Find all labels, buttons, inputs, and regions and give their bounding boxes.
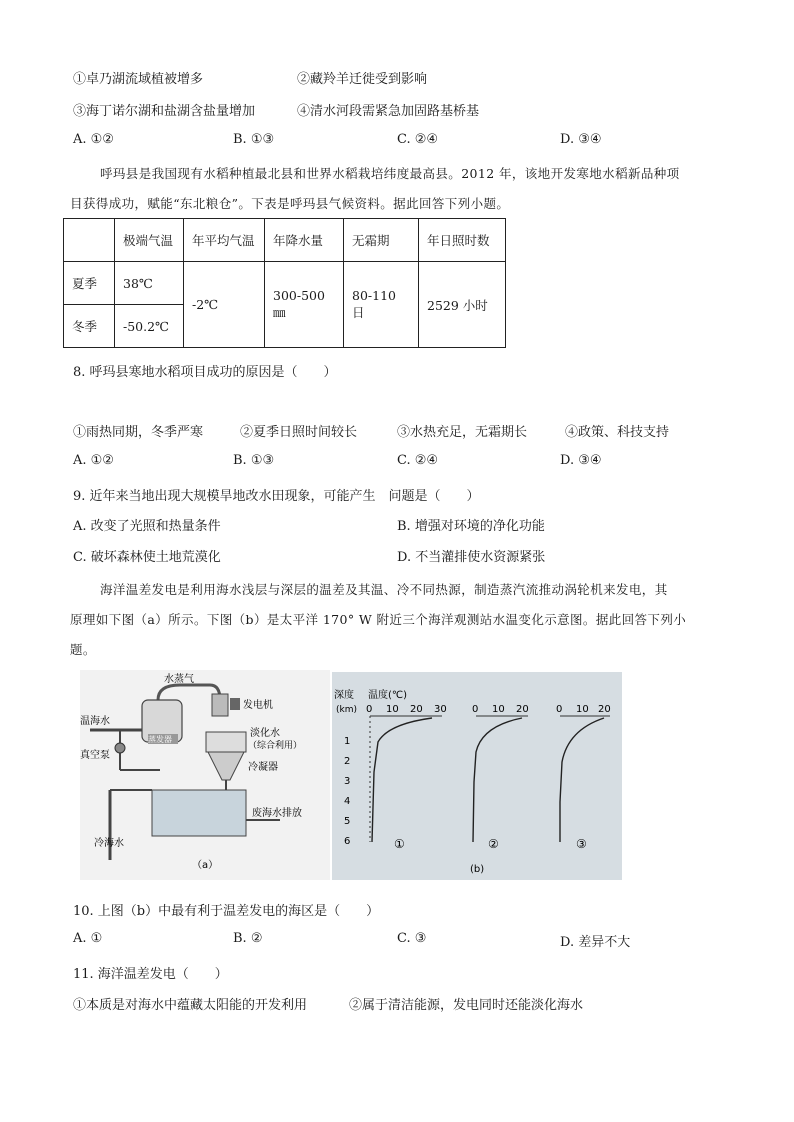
vacuum-pump-icon — [115, 743, 125, 753]
passage1-line1: 呼玛县是我国现有水稻种植最北县和世界水稻栽培纬度最高县。2012 年，该地开发寒地水稻新品种项 — [100, 166, 680, 181]
label-station-2: ② — [488, 837, 499, 851]
q10-stem: 10. 上图（b）中最有利于温差发电的海区是（ ） — [73, 904, 380, 919]
table-frost-free: 80-110 日 — [344, 262, 419, 348]
q9-stem: 9. 近年来当地出现大规模旱地改水田现象，可能产生 问题是（ ） — [73, 489, 480, 504]
label-steam: 水蒸气 — [164, 674, 194, 685]
table-header-avg-temp: 年平均气温 — [184, 219, 265, 262]
q8-option-2: ②夏季日照时间较长 — [240, 425, 358, 440]
passage2-line2: 原理如下图（a）所示。下图（b）是太平洋 170° W 附近三个海洋观测站水温变化示意图。据此回答下列小 — [70, 612, 687, 627]
q9-choice-c: C. 破坏森林使土地荒漠化 — [73, 550, 221, 565]
q8-choice-a: A. ①② — [73, 453, 114, 468]
depth-tick-4: 4 — [344, 796, 351, 807]
label-generator: 发电机 — [243, 700, 273, 711]
q8-option-4: ④政策、科技支持 — [565, 425, 670, 440]
condenser-top — [206, 732, 246, 752]
passage2-line3: 题。 — [70, 642, 96, 657]
table-winter-extreme: -50.2℃ — [115, 305, 184, 348]
q9-choice-b: B. 增强对环境的净化功能 — [397, 519, 545, 534]
label-cold-water: 冷海水 — [94, 838, 124, 849]
depth-tick-6: 6 — [344, 836, 351, 847]
passage2-line1: 海洋温差发电是利用海水浅层与深层的温差及其温、冷不同热源，制造蒸汽流推动涡轮机来发电，其 — [100, 582, 668, 597]
table-sunshine: 2529 小时 — [419, 262, 506, 348]
label-condenser: 冷凝器 — [248, 762, 278, 773]
q7-option-1: ①卓乃湖流域植被增多 — [73, 72, 204, 87]
label-station-1: ① — [394, 837, 405, 851]
label-depth-unit: (km) — [336, 705, 358, 715]
q11-option-1: ①本质是对海水中蕴藏太阳能的开发利用 — [73, 998, 308, 1013]
table-header-sunshine: 年日照时数 — [419, 219, 506, 262]
tick-p2-20: 20 — [516, 704, 529, 715]
table-precip: 300-500㎜ — [265, 262, 344, 348]
tick-p1-0: 0 — [366, 704, 373, 715]
table-row-winter-label: 冬季 — [64, 305, 115, 348]
label-desalinated: 淡化水 — [250, 728, 280, 739]
passage1-line2: 目获得成功，赋能“东北粮仓”。下表是呼玛县气候资料。据此回答下列小题。 — [70, 196, 510, 211]
q8-choice-b: B. ①③ — [233, 453, 275, 468]
tick-p1-10: 10 — [386, 704, 399, 715]
q8-stem: 8. 呼玛县寒地水稻项目成功的原因是（ ） — [73, 365, 337, 380]
q8-choice-c: C. ②④ — [397, 453, 439, 468]
caption-a: （a） — [192, 860, 219, 871]
tick-p2-10: 10 — [492, 704, 505, 715]
depth-tick-5: 5 — [344, 816, 351, 827]
turbine — [212, 694, 228, 716]
q8-option-1: ①雨热同期，冬季严寒 — [73, 425, 204, 440]
q8-option-3: ③水热充足，无霜期长 — [397, 425, 528, 440]
tick-p3-10: 10 — [576, 704, 589, 715]
q7-option-3: ③海丁诺尔湖和盐湖含盐量增加 — [73, 104, 256, 119]
tick-p1-30: 30 — [434, 704, 447, 715]
label-evaporator: 蒸发器 — [148, 735, 172, 744]
tick-p1-20: 20 — [410, 704, 423, 715]
table-summer-extreme: 38℃ — [115, 262, 184, 305]
q10-choice-b: B. ② — [233, 931, 263, 946]
q7-choice-b: B. ①③ — [233, 132, 275, 147]
q10-choice-c: C. ③ — [397, 931, 427, 946]
label-depth: 深度 — [334, 690, 354, 701]
figure-b-temperature-profiles — [332, 672, 622, 880]
label-station-3: ③ — [576, 837, 587, 851]
depth-tick-1: 1 — [344, 736, 351, 747]
water-tank — [152, 790, 246, 836]
q11-option-2: ②属于清洁能源，发电同时还能淡化海水 — [349, 998, 584, 1013]
depth-tick-3: 3 — [344, 776, 351, 787]
table-header-frost-free: 无霜期 — [344, 219, 419, 262]
climate-table — [63, 218, 506, 348]
table-row-summer-label: 夏季 — [64, 262, 115, 305]
q9-choice-a: A. 改变了光照和热量条件 — [73, 519, 221, 534]
caption-b: (b) — [470, 864, 485, 875]
generator-icon — [230, 698, 240, 710]
label-temperature: 温度(℃) — [368, 690, 408, 701]
q8-choice-d: D. ③④ — [560, 453, 602, 468]
q10-choice-a: A. ① — [73, 931, 103, 946]
q7-choice-d: D. ③④ — [560, 132, 602, 147]
q9-choice-d: D. 不当灌排使水资源紧张 — [397, 550, 546, 565]
table-avg-temp: -2℃ — [184, 262, 265, 348]
tick-p3-0: 0 — [556, 704, 563, 715]
label-waste-water: 废海水排放 — [252, 808, 302, 819]
q7-option-2: ②藏羚羊迁徙受到影响 — [297, 72, 428, 87]
label-warm-water: 温海水 — [80, 716, 110, 727]
table-header-extreme: 极端气温 — [115, 219, 184, 262]
q7-choice-a: A. ①② — [73, 132, 114, 147]
label-desalinated-note: （综合利用） — [248, 741, 303, 751]
q7-option-4: ④清水河段需紧急加固路基桥基 — [297, 104, 480, 119]
q10-choice-d: D. 差异不大 — [560, 935, 631, 950]
q7-choice-c: C. ②④ — [397, 132, 439, 147]
q11-stem: 11. 海洋温差发电（ ） — [73, 967, 228, 982]
tick-p2-0: 0 — [472, 704, 479, 715]
table-header-empty — [64, 219, 115, 262]
tick-p3-20: 20 — [598, 704, 611, 715]
table-header-precip: 年降水量 — [265, 219, 344, 262]
label-vacuum-pump: 真空泵 — [80, 750, 110, 761]
depth-tick-2: 2 — [344, 756, 351, 767]
figure-a-otec-diagram — [80, 670, 330, 880]
